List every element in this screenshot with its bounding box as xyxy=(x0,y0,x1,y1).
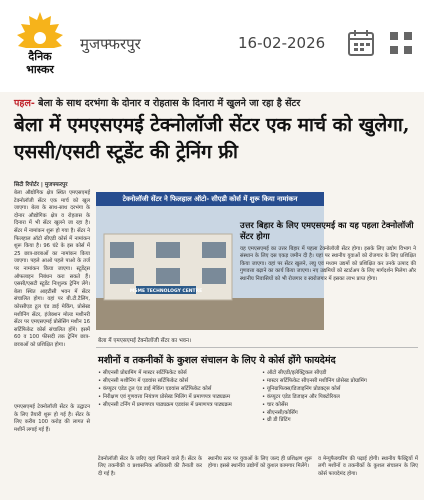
list-item: • थ्री डी प्रिंटिंग xyxy=(262,417,418,425)
list-item: • कंप्यूटर एडेड डिजाइन और पिक्टोरियल xyxy=(262,394,418,402)
calendar-icon[interactable] xyxy=(344,26,378,60)
article-headline[interactable]: बेला में एमएसएमई टेक्नोलॉजी सेंटर एक मार्च को खुलेगा, एससी/एसटी स्टूडेंट की ट्रेनिंग फ्री xyxy=(14,114,410,163)
courses-list-right xyxy=(262,370,418,425)
building-sign: MSME TECHNOLOGY CENTRE xyxy=(129,289,203,294)
app-header xyxy=(0,0,424,92)
logo-line-2: भास्कर xyxy=(26,63,54,76)
list-item: • ऑटो सीएडी/इलेक्ट्रिकल सीएडी xyxy=(262,370,418,378)
list-item: • मास्टर सर्टिफिकेट सीएनसी मशीनिंग प्रोसेस्ड प्रोग्रामिंग xyxy=(262,378,418,386)
list-item: • निरीक्षण एवं गुणवत्ता नियंत्रण प्रोसेस्ड मिलिंग में प्रमाणपत्र पाठ्यक्रम xyxy=(98,394,258,402)
photo-banner: टेक्नोलॉजी सेंटर ने फिलहाल ऑटो- सीएडी कोर्स में शुरू किया नामांकन xyxy=(96,192,324,206)
photo-caption: बेला में एमएसएमई टेक्नोलॉजी सेंटर का भवन। xyxy=(98,338,192,344)
courses-heading: मशीनों व तकनीकों के कुशल संचालन के लिए ये कोर्स होंगे फायदेमंद xyxy=(98,355,336,366)
kicker-line xyxy=(14,96,414,109)
city-selector[interactable]: मुजफ्फरपुर xyxy=(80,35,141,53)
kicker-label: पहल- xyxy=(14,98,35,109)
logo-line-1: दैनिक xyxy=(28,50,52,63)
edition-date[interactable]: 16-02-2026 xyxy=(238,34,326,52)
pages-icon[interactable] xyxy=(384,26,418,60)
list-item: • कंप्यूटर एडेड टूल एंड डाई मेकिंग एडवांस सर्टिफिकेट कोर्स xyxy=(98,386,258,394)
right-column-text: यह एमएसएमई का उत्तर बिहार में पहला टेक्नोलॉजी सेंटर होगा। इसके लिए उद्योग विभाग ने संस्थान के लिए दस एकड़ जमीन दी है। यहां पर स्थानीय युवाओं को रोजगार के लिए प्रशिक्षित किया जाएगा। वहां पर सेंटर खुलने, लघु एवं मध्यम उद्यमों को प्रशिक्षित कर उनके उत्पाद की गुणवत्ता बढ़ाने का कार्य किया जाएगा। नए उद्यमियों को स्टार्टअप के लिए मार्गदर्शन मिलेगा और स्थानीय निवासियों को भी रोजगार व स्वरोजगार में इसका लाभ प्राप्त होगा। xyxy=(240,246,416,282)
list-item: • चार कोर्सेस xyxy=(262,402,418,410)
list-item: • सीएनसी प्रोग्रामिंग में मास्टर सर्टिफिकेट कोर्स xyxy=(98,370,258,378)
list-item: • सीएनसी टर्निंग में प्रमाणपत्र पाठ्यक्रम एडवांस में प्रमाणपत्र पाठ्यक्रम xyxy=(98,402,258,410)
list-item: • सीएनसी/कोर्सिंग xyxy=(262,410,418,418)
dainik-bhaskar-logo[interactable] xyxy=(10,8,70,78)
article-byline: सिटी रिपोर्टर | मुजफ्फरपुर xyxy=(14,182,68,188)
right-subheading: उत्तर बिहार के लिए एमएसएमई का यह पहला टेक्नोलॉजी सेंटर होगा xyxy=(240,220,414,241)
left-column-text-2: एमएसएमई टेक्नोलॉजी सेंटर के उद्घाटन के लिए तैयारी शुरू हो गई है। सेंटर के लिए करीब 100 करोड़ की लागत से मशीनें लगाई गई हैं। xyxy=(14,404,90,433)
kicker-text: बेला के साथ दरभंगा के दोनार व रोहतास के दिनारा में खुलने जा रहा है सेंटर xyxy=(38,98,301,109)
bottom-column-1: टेक्नोलॉजी सेंटर के जरिए यहां मिलाने वाले हैं। सेंटर के लिए तकनीकी व प्रशासनिक अधिकारी की तैनाती कर दी गई है। xyxy=(98,456,202,477)
courses-list-left xyxy=(98,370,258,410)
sun-icon xyxy=(17,12,63,48)
bottom-column-2: स्थानीय स्तर पर युवाओं के लिए जल्द ही प्रशिक्षण शुरू होगा। इससे स्थानीय उद्योगों को कुशल कामगार मिलेंगे। xyxy=(208,456,312,470)
section-divider xyxy=(96,347,418,348)
left-column-text: बेला औद्योगिक क्षेत्र स्थित एमएसएमई टेक्नोलॉजी सेंटर एक मार्च को खुल जाएगा। बेला के साथ-साथ दरभंगा के दोनार औद्योगिक क्षेत्र व रोहतास के दिनारा में भी सेंटर खुलने जा रहा है। सेंटर में नामांकन शुरू हो गया है। सेंटर ने फिलहाल ऑटो सीएडी कोर्स में नामांकन शुरू किया है। 96 घंटे के इस कोर्स में 25 छात्र-छात्राओं का नामांकन किया जाएगा। पहले आओ पहले पाओ के तर्ज पर नामांकन किया जाएगा। स्टूडेंट्स ऑफलाइन निबंधन करा सकते हैं। एससी/एसटी स्टूडेंट निःशुल्क ट्रेनिंग लेंगे। बेला स्थित आइटीसी भवन में सेंटर संचालित होगा। वहां पर बी.टी.टैलिंग, कोरसीएड टूल एंड डाई मेकिंग, प्रोसेस्ड मशीनिंग सेंटर, इंजेक्शन मोल्ड मशीनरी सेंटर पर एमएसएमई प्रोसेसिंग मशीन 16 सर्टिफिकेट कोर्स संचालित होंगे। इसमें 60 व 100 फीसदी तक ट्रेनिंग छात्र-छात्राओं को प्रशिक्षित होगा। xyxy=(14,190,90,348)
list-item: • सीएनसी मशीनिंग में एडवांस सर्टिफिकेट कोर्स xyxy=(98,378,258,386)
list-item: • यूनिग्राफिक्स/डिजाइनिंग प्रोडक्ट्स कोर्स xyxy=(262,386,418,394)
bottom-column-3: व मेन्युफैक्चरिंग की पढ़ाई होगी। स्थानीय फैक्ट्रियों में लगी मशीनों व तकनीकों के कुशल संचालन के लिए कोर्स फायदेमंद होगा। xyxy=(318,456,418,477)
